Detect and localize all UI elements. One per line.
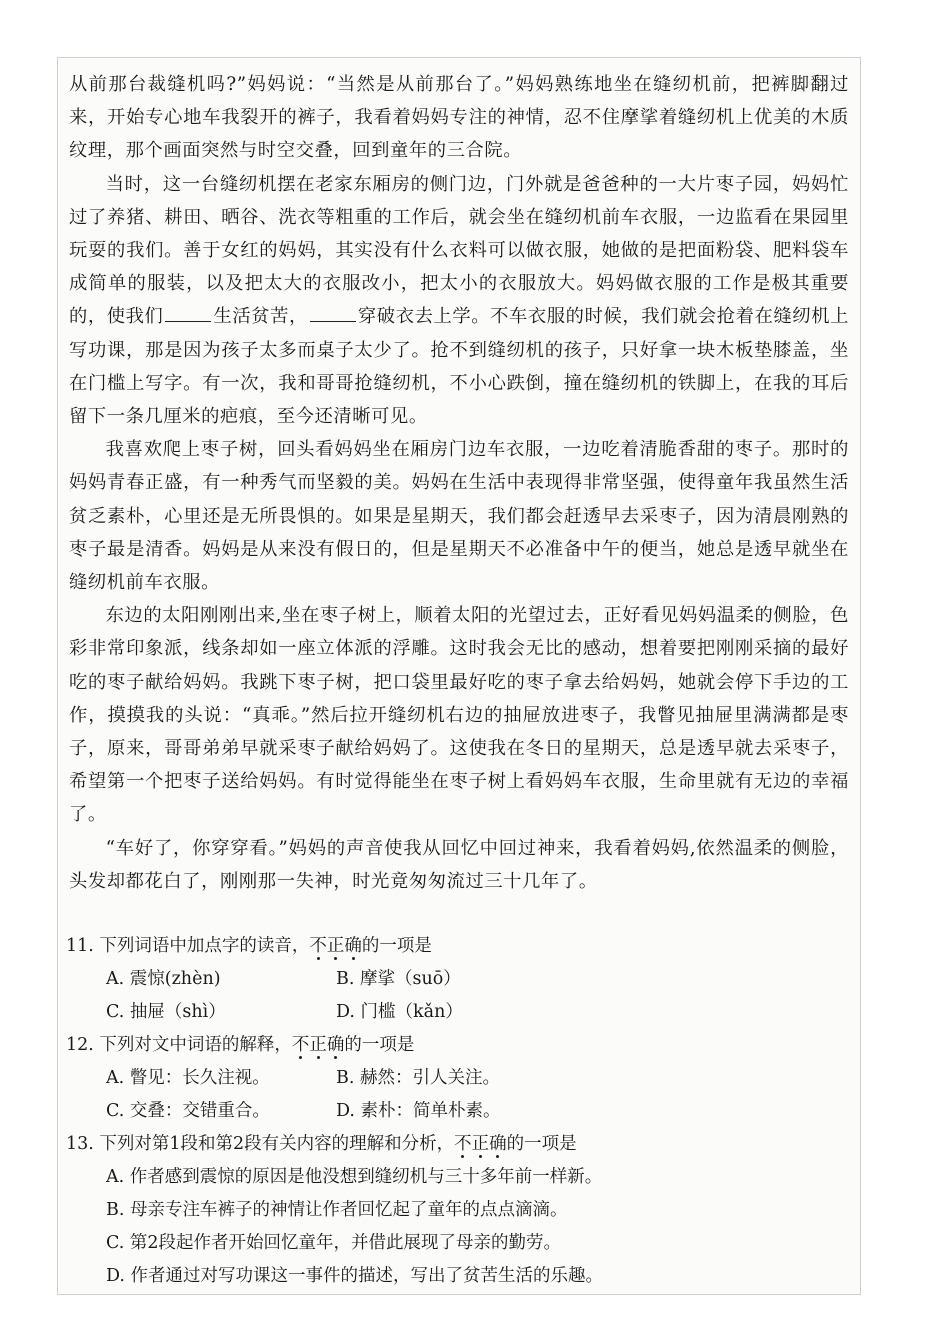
emphasis-char: 确 (326, 1035, 345, 1055)
question-13-stem (66, 1128, 846, 1161)
question-11-option-d[interactable]: D. 门槛（kǎn） (336, 1002, 463, 1022)
question-12-option-d[interactable]: D. 素朴：简单朴素。 (336, 1101, 501, 1121)
question-12-stem (66, 1029, 846, 1062)
passage-paragraph-1: 从前那台裁缝机吗?”妈妈说：“当然是从前那台了。”妈妈熟练地坐在缝纫机前，把裤脚翻过来，开始专心地车我裂开的裤子，我看着妈妈专注的神情，忍不住摩挲着缝纫机上优美的木质纹理，那个画面突然与时空交叠，回到童年的三合院。 (69, 74, 849, 162)
question-11-options-row-2 (106, 996, 846, 1029)
emphasis-char: 确 (344, 936, 362, 956)
question-11-options-row-1 (106, 963, 846, 996)
exam-page (57, 57, 861, 1295)
emphasis-char: 正 (326, 936, 345, 956)
question-section (66, 930, 846, 1293)
question-11-stem (66, 930, 846, 963)
question-12 (66, 1029, 846, 1128)
question-12-option-a[interactable]: A. 瞥见：长久注视。 (106, 1068, 270, 1088)
reading-passage (69, 68, 849, 898)
question-12-stem-end: 的一项是 (344, 1035, 415, 1055)
passage-paragraph-2 (69, 168, 849, 434)
emphasis-char: 正 (309, 1035, 327, 1055)
question-12-options-row-2 (106, 1095, 846, 1128)
question-13-option-c[interactable]: C. 第2段起作者开始回忆童年，并借此展现了母亲的勤劳。 (106, 1233, 562, 1253)
question-12-options-row-1 (106, 1062, 846, 1095)
passage-paragraph-2-part-c: 穿破衣去上学。不车衣服的时候，我们就会抢着在缝纫机上写功课，那是因为孩子太多而桌子太少了。抢不到缝纫机的孩子，只好拿一块木板垫膝盖，坐在门槛上写字。有一次，我和哥哥抢缝纫机，不小心跌倒，撞在缝纫机的铁脚上，在我的耳后留下一条几厘米的疤痕，至今还清晰可见。 (69, 306, 850, 428)
question-12-stem-text: 12. 下列对文中词语的解释， (66, 1035, 292, 1055)
passage-paragraph-5: “车好了，你穿穿看。”妈妈的声音使我从回忆中回过神来，我看着妈妈,依然温柔的侧脸，头发却都花白了，刚刚那一失神，时光竟匆匆流过三十几年了。 (69, 837, 849, 892)
question-13-option-a[interactable]: A. 作者感到震惊的原因是他没想到缝纫机与三十多年前一样新。 (106, 1167, 603, 1187)
fill-blank-2 (310, 305, 356, 322)
passage-paragraph-2-part-b: 生活贫苦， (213, 306, 308, 328)
question-11-stem-text: 11. 下列词语中加点字的读音， (66, 936, 310, 956)
emphasis-char: 不 (309, 936, 327, 956)
question-13 (66, 1128, 846, 1293)
emphasis-char: 正 (471, 1134, 490, 1154)
passage-paragraph-2-part-a: 当时，这一台缝纫机摆在老家东厢房的侧门边，门外就是爸爸种的一大片枣子园，妈妈忙过了养猪、耕田、晒谷、洗衣等粗重的工作后，就会坐在缝纫机前车衣服，一边监看在果园里玩耍的我们。善于女红的妈妈，其实没有什么衣料可以做衣服，她做的是把面粉袋、肥料袋车成简单的服装，以及把太大的衣服改小，把太小的衣服放大。妈妈做衣服的工作是极其重要的，使我们 (69, 173, 849, 328)
question-11-option-b[interactable]: B. 摩挲（suō） (336, 969, 461, 989)
passage-paragraph-4: 东边的太阳刚刚出来,坐在枣子树上，顺着太阳的光望过去，正好看见妈妈温柔的侧脸，色彩非常印象派，线条却如一座立体派的浮雕。这时我会无比的感动，想着要把刚刚采摘的最好吃的枣子献给妈妈。我跳下枣子树，把口袋里最好吃的枣子拿去给妈妈，她就会停下手边的工作，摸摸我的头说：“真乖。”然后拉开缝纫机右边的抽屉放进枣子，我瞥见抽屉里满满都是枣子，原来，哥哥弟弟早就采枣子献给妈妈了。这使我在冬日的星期天，总是透早就去采枣子，希望第一个把枣子送给妈妈。有时觉得能坐在枣子树上看妈妈车衣服，生命里就有无边的幸福了。 (69, 605, 849, 826)
fill-blank-1 (165, 305, 211, 322)
question-13-option-b[interactable]: B. 母亲专注车裤子的神情让作者回忆起了童年的点点滴滴。 (106, 1200, 568, 1220)
emphasis-char: 不 (291, 1035, 310, 1055)
question-12-option-b[interactable]: B. 赫然：引人关注。 (336, 1068, 500, 1088)
question-13-option-d[interactable]: D. 作者通过对写功课这一事件的描述，写出了贫苦生活的乐趣。 (106, 1266, 604, 1286)
question-11-option-a[interactable]: A. 震惊(zhèn) (106, 969, 221, 989)
question-12-option-c[interactable]: C. 交叠：交错重合。 (106, 1101, 270, 1121)
question-11-stem-end: 的一项是 (361, 936, 432, 956)
passage-paragraph-3: 我喜欢爬上枣子树，回头看妈妈坐在厢房门边车衣服，一边吃着清脆香甜的枣子。那时的妈妈青春正盛，有一种秀气而坚毅的美。妈妈在生活中表现得非常坚强，使得童年我虽然生活贫乏素朴，心里还是无所畏惧的。如果是星期天，我们都会赶透早去采枣子，因为清晨刚熟的枣子最是清香。妈妈是从来没有假日的，但是星期天不必准备中午的便当，她总是透早就坐在缝纫机前车衣服。 (69, 439, 849, 594)
emphasis-char: 确 (489, 1134, 507, 1154)
emphasis-char: 不 (454, 1134, 472, 1154)
question-11 (66, 930, 846, 1029)
question-13-stem-end: 的一项是 (506, 1134, 577, 1154)
question-13-stem-text: 13. 下列对第1段和第2段有关内容的理解和分析， (66, 1134, 455, 1154)
question-11-option-c[interactable]: C. 抽屉（shì） (106, 1002, 226, 1022)
